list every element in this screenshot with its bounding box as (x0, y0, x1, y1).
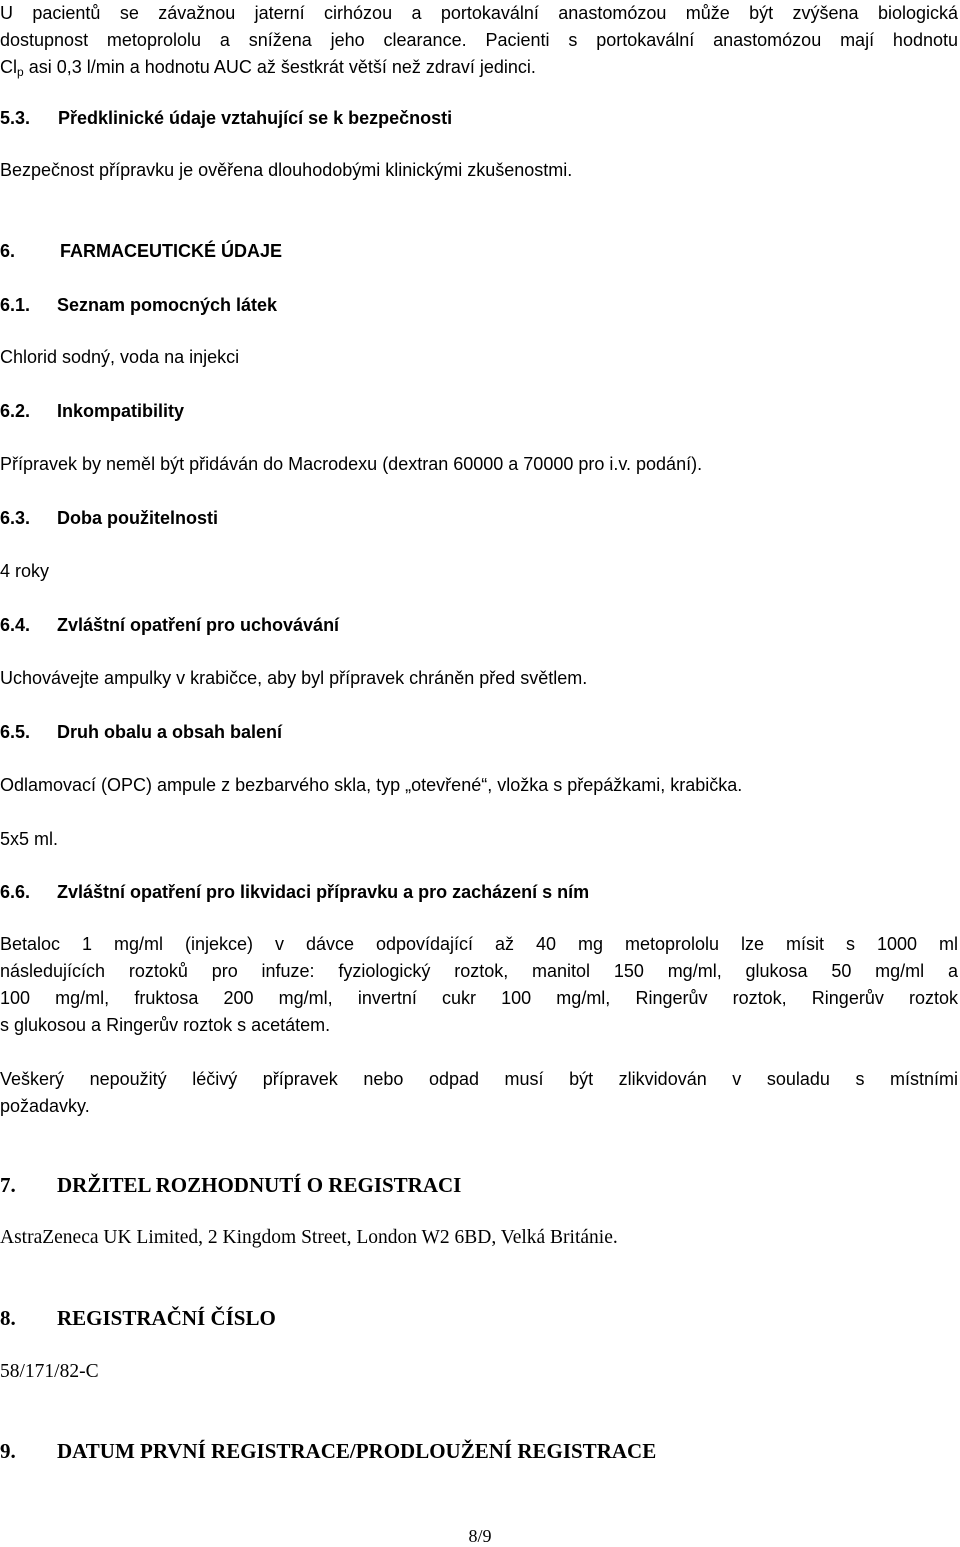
heading-7 (0, 1175, 461, 1196)
text-7: AstraZeneca UK Limited, 2 Kingdom Street, London W2 6BD, Velká Británie. (0, 1227, 618, 1248)
text-6-6-p1-line-3: 100 mg/ml, fruktosa 200 mg/ml, invertní cukr 100 mg/ml, Ringerův roztok, Ringerův roztok (0, 988, 958, 1008)
heading-6-6-number: 6.6. (0, 882, 31, 902)
intro-cl: Cl (0, 57, 17, 77)
heading-6-4 (0, 616, 339, 634)
text-6-6-p2-line-1: Veškerý nepoužitý léčivý přípravek nebo odpad musí být zlikvidován v souladu s místními (0, 1069, 958, 1089)
heading-6-2 (0, 402, 184, 420)
text-6-5: Odlamovací (OPC) ampule z bezbarvého skla, typ „otevřené“, vložka s přepážkami, krabička. (0, 775, 743, 795)
text-6-2: Přípravek by neměl být přidáván do Macrodexu (dextran 60000 a 70000 pro i.v. podání). (0, 454, 703, 474)
heading-6-2-title: Inkompatibility (57, 401, 185, 421)
intro-line-3 (0, 57, 536, 79)
heading-5-3-title: Předklinické údaje vztahující se k bezpečnosti (58, 108, 453, 128)
intro-line-3-rest: asi 0,3 l/min a hodnotu AUC až šestkrát větší než zdraví jedinci. (23, 57, 536, 77)
intro-line-2: dostupnost metoprololu a snížena jeho clearance. Pacienti s portokavální anastomózou mají hodnotu (0, 30, 958, 50)
heading-6-1-number: 6.1. (0, 295, 31, 315)
intro-cl-subscript: p (17, 65, 24, 79)
heading-6-3-number: 6.3. (0, 508, 31, 528)
text-6-6-p1-line-1: Betaloc 1 mg/ml (injekce) v dávce odpovídající až 40 mg metoprololu lze mísit s 1000 ml (0, 934, 958, 954)
heading-6 (0, 242, 282, 260)
text-6-4: Uchovávejte ampulky v krabičce, aby byl přípravek chráněn před světlem. (0, 668, 588, 688)
page-number: 8/9 (468, 1526, 492, 1546)
heading-6-number: 6. (0, 241, 16, 261)
heading-8 (0, 1308, 276, 1329)
heading-6-6 (0, 883, 589, 901)
heading-6-1 (0, 296, 277, 314)
heading-9-number: 9. (0, 1439, 16, 1463)
text-6-5-pack: 5x5 ml. (0, 829, 59, 849)
heading-6-3-title: Doba použitelnosti (57, 508, 218, 528)
heading-6-6-title: Zvláštní opatření pro likvidaci přípravku a pro zacházení s ním (57, 882, 590, 902)
text-6-6-p1-line-4: s glukosou a Ringerův roztok s acetátem. (0, 1015, 331, 1035)
heading-6-5-number: 6.5. (0, 722, 31, 742)
heading-8-number: 8. (0, 1306, 16, 1330)
heading-6-3 (0, 509, 218, 527)
text-6-3: 4 roky (0, 561, 50, 581)
heading-6-2-number: 6.2. (0, 401, 31, 421)
heading-5-3-number: 5.3. (0, 108, 31, 128)
intro-line-1: U pacientů se závažnou jaterní cirhózou a portokavální anastomózou může být zvýšena biologická (0, 3, 958, 23)
heading-6-4-number: 6.4. (0, 615, 31, 635)
heading-7-title: DRŽITEL ROZHODNUTÍ O REGISTRACI (57, 1173, 462, 1197)
heading-6-4-title: Zvláštní opatření pro uchovávání (57, 615, 340, 635)
heading-9-title: DATUM PRVNÍ REGISTRACE/PRODLOUŽENÍ REGISTRACE (57, 1439, 657, 1463)
heading-8-title: REGISTRAČNÍ ČÍSLO (57, 1306, 276, 1330)
text-6-6-p1-line-2: následujících roztoků pro infuze: fyziologický roztok, manitol 150 mg/ml, glukosa 50 mg/ml a (0, 961, 958, 981)
heading-9 (0, 1441, 656, 1462)
heading-6-5 (0, 723, 282, 741)
heading-6-title: FARMACEUTICKÉ ÚDAJE (60, 241, 283, 261)
heading-6-5-title: Druh obalu a obsah balení (57, 722, 283, 742)
heading-7-number: 7. (0, 1173, 16, 1197)
text-8: 58/171/82-C (0, 1361, 99, 1382)
text-6-1: Chlorid sodný, voda na injekci (0, 347, 240, 367)
text-6-6-p2-line-2: požadavky. (0, 1096, 90, 1116)
text-5-3: Bezpečnost přípravku je ověřena dlouhodobými klinickými zkušenostmi. (0, 160, 573, 180)
heading-6-1-title: Seznam pomocných látek (57, 295, 278, 315)
heading-5-3 (0, 109, 452, 127)
